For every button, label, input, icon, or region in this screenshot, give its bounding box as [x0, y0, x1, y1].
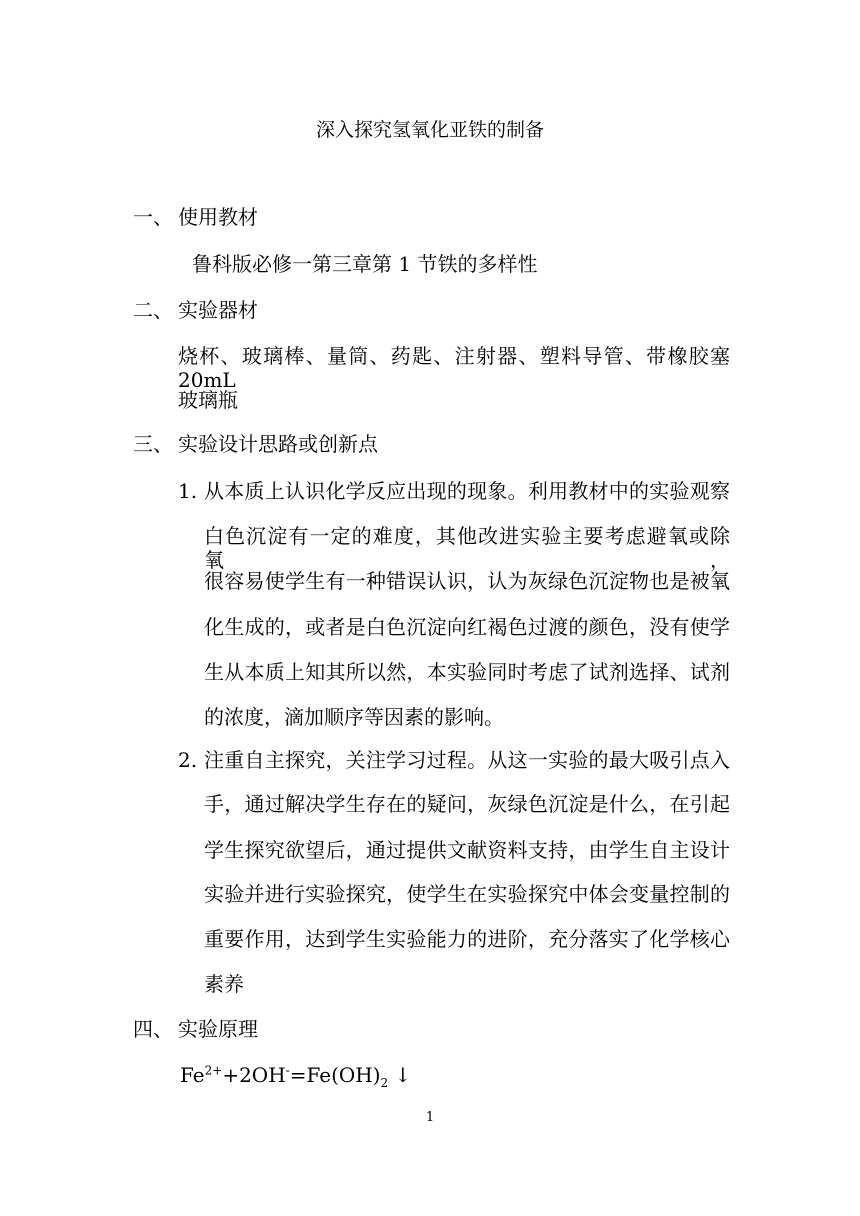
equation-oh-charge: -	[285, 1063, 290, 1078]
precipitate-arrow: ↓	[388, 1063, 412, 1087]
list-item-line: 生从本质上知其所以然，本实验同时考虑了试剂选择、试剂	[204, 660, 730, 684]
section-heading: 实验原理	[178, 1017, 258, 1041]
list-item-line: 手，通过解决学生存在的疑问，灰绿色沉淀是什么，在引起	[204, 792, 730, 816]
page-number: 1	[425, 1110, 435, 1125]
chemical-equation	[180, 1063, 412, 1090]
list-item-line: 白色沉淀有一定的难度，其他改进实验主要考虑避氧或除氧，	[204, 524, 730, 572]
list-item-number: 2.	[178, 748, 198, 772]
section-number: 四、	[133, 1017, 173, 1041]
section-text: 鲁科版必修一第三章第 1 节铁的多样性	[192, 252, 538, 276]
list-item-line: 重要作用，达到学生实验能力的进阶，充分落实了化学核心	[204, 927, 730, 951]
list-item-line: 注重自主探究，关注学习过程。从这一实验的最大吸引点入	[204, 748, 730, 772]
section-heading: 实验器材	[178, 298, 258, 322]
list-item-line: 的浓度，滴加顺序等因素的影响。	[204, 705, 504, 729]
equation-hydroxide: +2OH	[222, 1063, 286, 1087]
section-text: 玻璃瓶	[178, 388, 238, 412]
section-text: 烧杯、玻璃棒、量筒、药匙、注射器、塑料导管、带橡胶塞 20mL	[178, 344, 730, 392]
section-number: 二、	[133, 298, 173, 322]
list-item-line: 从本质上认识化学反应出现的现象。利用教材中的实验观察	[204, 479, 730, 503]
section-heading: 实验设计思路或创新点	[178, 432, 378, 456]
section-heading: 使用教材	[178, 205, 258, 229]
page-title: 深入探究氢氧化亚铁的制备	[315, 119, 544, 141]
list-item-number: 1.	[178, 479, 198, 503]
list-item-line: 很容易使学生有一种错误认识，认为灰绿色沉淀物也是被氧	[204, 569, 730, 593]
equation-product: =Fe(OH)	[289, 1063, 381, 1087]
section-number: 一、	[133, 205, 173, 229]
list-item-line: 学生探究欲望后，通过提供文献资料支持，由学生自主设计	[204, 838, 730, 862]
equation-subscript: 2	[380, 1076, 389, 1090]
equation-fe-charge: 2+	[204, 1063, 223, 1078]
list-item-line: 实验并进行实验探究，使学生在实验探究中体会变量控制的	[204, 882, 730, 906]
list-item-line: 化生成的，或者是白色沉淀向红褐色过渡的颜色，没有使学	[204, 615, 730, 639]
equation-fe: Fe	[180, 1063, 205, 1087]
section-number: 三、	[133, 432, 173, 456]
list-item-line: 素养	[204, 972, 244, 996]
